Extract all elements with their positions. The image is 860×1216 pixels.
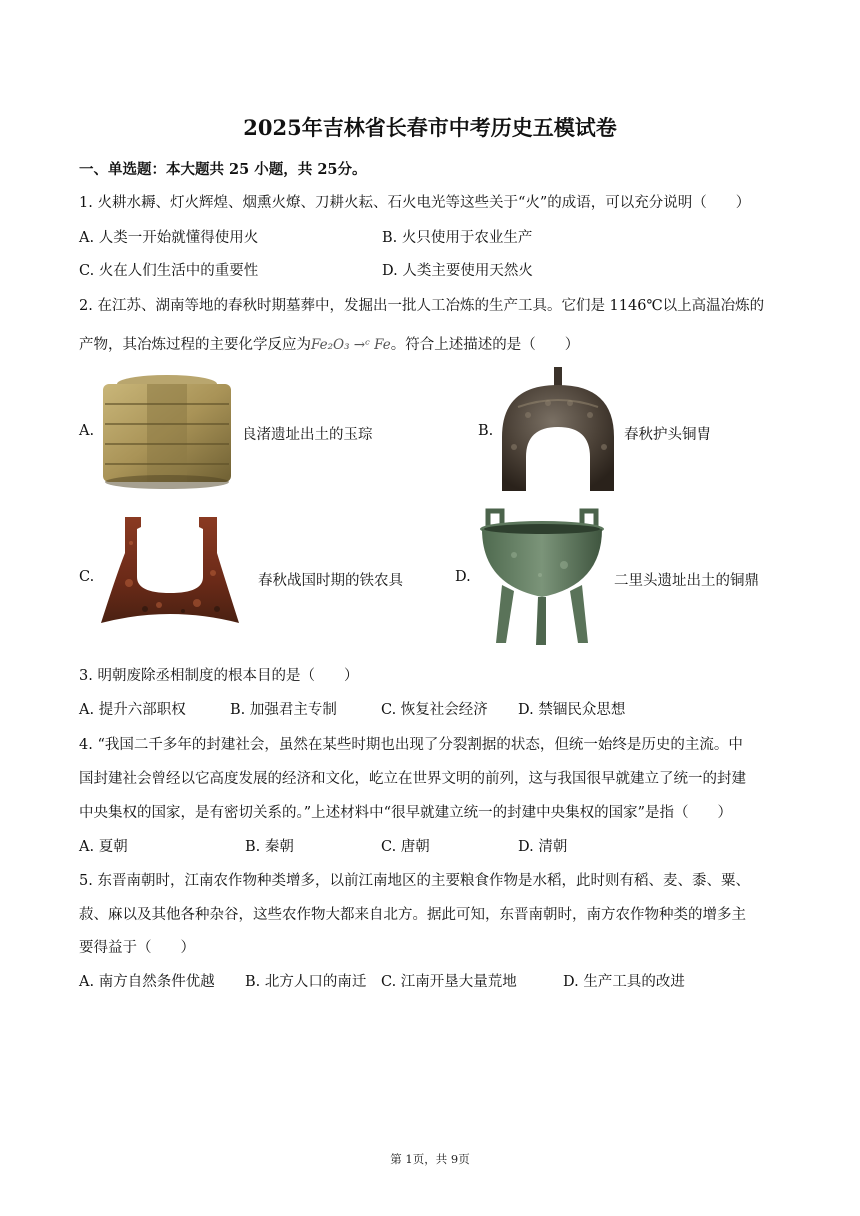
q5-stem-line1: 5. 东晋南朝时，江南农作物种类增多，以前江南地区的主要粮食作物是水稻，此时则有稻、麦、黍、粟、	[79, 873, 750, 889]
bronze-ding-image	[474, 505, 610, 647]
q4-stem-line3: 中央集权的国家，是有密切关系的。”上述材料中“很早就建立统一的封建中央集权的国家”是指（ ）	[79, 805, 732, 821]
q2-stem-pre: 产物，其冶炼过程的主要化学反应为	[79, 337, 311, 353]
q1-option-d: D. 人类主要使用天然火	[382, 263, 533, 279]
q5-option-d: D. 生产工具的改进	[563, 974, 685, 990]
q2-stem-line1: 2. 在江苏、湖南等地的春秋时期墓葬中，发掘出一批人工冶炼的生产工具。它们是 1146℃以上高温冶炼的	[79, 298, 765, 314]
q3-option-d: D. 禁锢民众思想	[518, 702, 626, 718]
q2-option-b-letter: B.	[478, 423, 494, 439]
q2-option-c-caption: 春秋战国时期的铁农具	[258, 573, 403, 589]
iron-tool-image	[99, 513, 241, 625]
q4-option-a: A. 夏朝	[79, 839, 128, 855]
q2-option-d-letter: D.	[455, 569, 471, 585]
section-heading: 一、单选题：本大题共 25 小题，共 25分。	[79, 161, 367, 178]
q5-option-b: B. 北方人口的南迁	[245, 974, 367, 990]
q4-option-b: B. 秦朝	[245, 839, 294, 855]
q5-option-a: A. 南方自然条件优越	[79, 974, 215, 990]
q4-stem-line2: 国封建社会曾经以它高度发展的经济和文化，屹立在世界文明的前列，这与我国很早就建立了统一的封建	[79, 771, 746, 787]
q2-stem-post: 。符合上述描述的是（ ）	[390, 337, 580, 353]
q1-option-b: B. 火只使用于农业生产	[382, 230, 533, 246]
q4-option-d: D. 清朝	[518, 839, 568, 855]
q4-stem-line1: 4. “我国二千多年的封建社会，虽然在某些时期也出现了分裂割据的状态，但统一始终是历史的主流。中	[79, 737, 743, 753]
q3-option-a: A. 提升六部职权	[79, 702, 186, 718]
page-number: 第 1页，共 9页	[390, 1152, 470, 1166]
page-title: 2025年吉林省长春市中考历史五模试卷	[243, 115, 617, 140]
q2-option-d-caption: 二里头遗址出土的铜鼎	[614, 573, 759, 589]
q2-option-c-letter: C.	[79, 569, 95, 585]
q1-option-a: A. 人类一开始就懂得使用火	[79, 230, 259, 246]
chemical-formula: Fe₂O₃ →ᶜ Fe	[311, 337, 391, 353]
q2-option-b-caption: 春秋护头铜胄	[624, 427, 711, 443]
q1-option-c: C. 火在人们生活中的重要性	[79, 263, 259, 279]
q2-option-a-letter: A.	[79, 423, 95, 439]
q2-stem-line2	[79, 333, 579, 354]
jade-cong-image	[97, 372, 235, 490]
q4-option-c: C. 唐朝	[381, 839, 430, 855]
q3-option-c: C. 恢复社会经济	[381, 702, 488, 718]
q5-stem-line2: 菽、麻以及其他各种杂谷，这些农作物大都来自北方。据此可知，东晋南朝时，南方农作物种类的增多主	[79, 907, 746, 923]
q3-stem: 3. 明朝废除丞相制度的根本目的是（ ）	[79, 668, 359, 684]
bronze-helmet-image	[498, 367, 620, 493]
q1-stem: 1. 火耕水耨、灯火辉煌、烟熏火燎、刀耕火耘、石火电光等这些关于“火”的成语，可以充分说明（ ）	[79, 195, 751, 211]
q3-option-b: B. 加强君主专制	[230, 702, 337, 718]
q5-stem-line3: 要得益于（ ）	[79, 940, 195, 956]
q5-option-c: C. 江南开垦大量荒地	[381, 974, 517, 990]
q2-option-a-caption: 良渚遗址出土的玉琮	[242, 427, 373, 443]
